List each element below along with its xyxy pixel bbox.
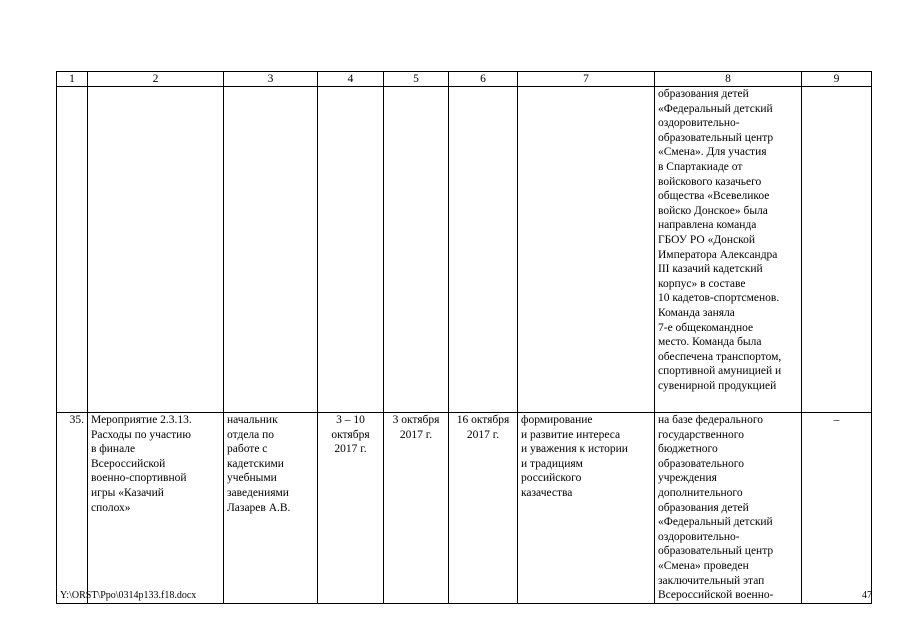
column-header: 4 (318, 72, 384, 87)
start-date-cell: 3 октября 2017 г. (384, 413, 449, 604)
planned-dates-cell: 3 – 10 октября 2017 г. (318, 413, 384, 604)
end-date-cell: 16 октября 2017 г. (449, 413, 518, 604)
start-date-cell (384, 87, 449, 413)
column-header: 2 (88, 72, 224, 87)
end-date-cell (449, 87, 518, 413)
column-header: 9 (802, 72, 872, 87)
table-row (57, 413, 872, 604)
event-cell (88, 87, 224, 413)
event-cell: Мероприятие 2.3.13. Расходы по участию в финале Всероссийской военно-спортивной игры «Казачий сполох» (88, 413, 224, 604)
column-number-row (57, 72, 872, 87)
report-table (56, 71, 872, 604)
planned-dates-cell (318, 87, 384, 413)
notes-cell (802, 87, 872, 413)
file-path-footer: Y:\ORST\Ppo\0314p133.f18.docx (60, 590, 197, 601)
responsible-cell (224, 87, 318, 413)
notes-cell: – (802, 413, 872, 604)
table-row (57, 87, 872, 413)
row-number-cell: 35. (57, 413, 88, 604)
actual-result-cell: образования детей «Федеральный детский оздоровительно- образовательный центр «Смена». Для участия в Спартакиаде от войскового казачьего общества «Всевеликое войско Донское» была направлена команда ГБОУ РО «Донской Императора Александра III казачий кадетский корпус» в составе 10 кадетов-спортсменов. Команда заняла 7-е общекомандное место. Команда была обеспечена транспортом, спортивной амуницией и сувенирной продукцией (655, 87, 802, 413)
actual-result-cell: на базе федерального государственного бюджетного образовательного учреждения дополнительного образования детей «Федеральный детский оздоровительно- образовательный центр «Смена» проведен заключительный этап Всероссийской военно- (655, 413, 802, 604)
column-header: 6 (449, 72, 518, 87)
expected-result-cell (518, 87, 655, 413)
column-header: 8 (655, 72, 802, 87)
column-header: 3 (224, 72, 318, 87)
column-header: 7 (518, 72, 655, 87)
column-header: 1 (57, 72, 88, 87)
page-number: 47 (862, 590, 872, 601)
expected-result-cell: формирование и развитие интереса и уважения к истории и традициям российского казачества (518, 413, 655, 604)
responsible-cell: начальник отдела по работе с кадетскими учебными заведениями Лазарев А.В. (224, 413, 318, 604)
row-number-cell (57, 87, 88, 413)
column-header: 5 (384, 72, 449, 87)
